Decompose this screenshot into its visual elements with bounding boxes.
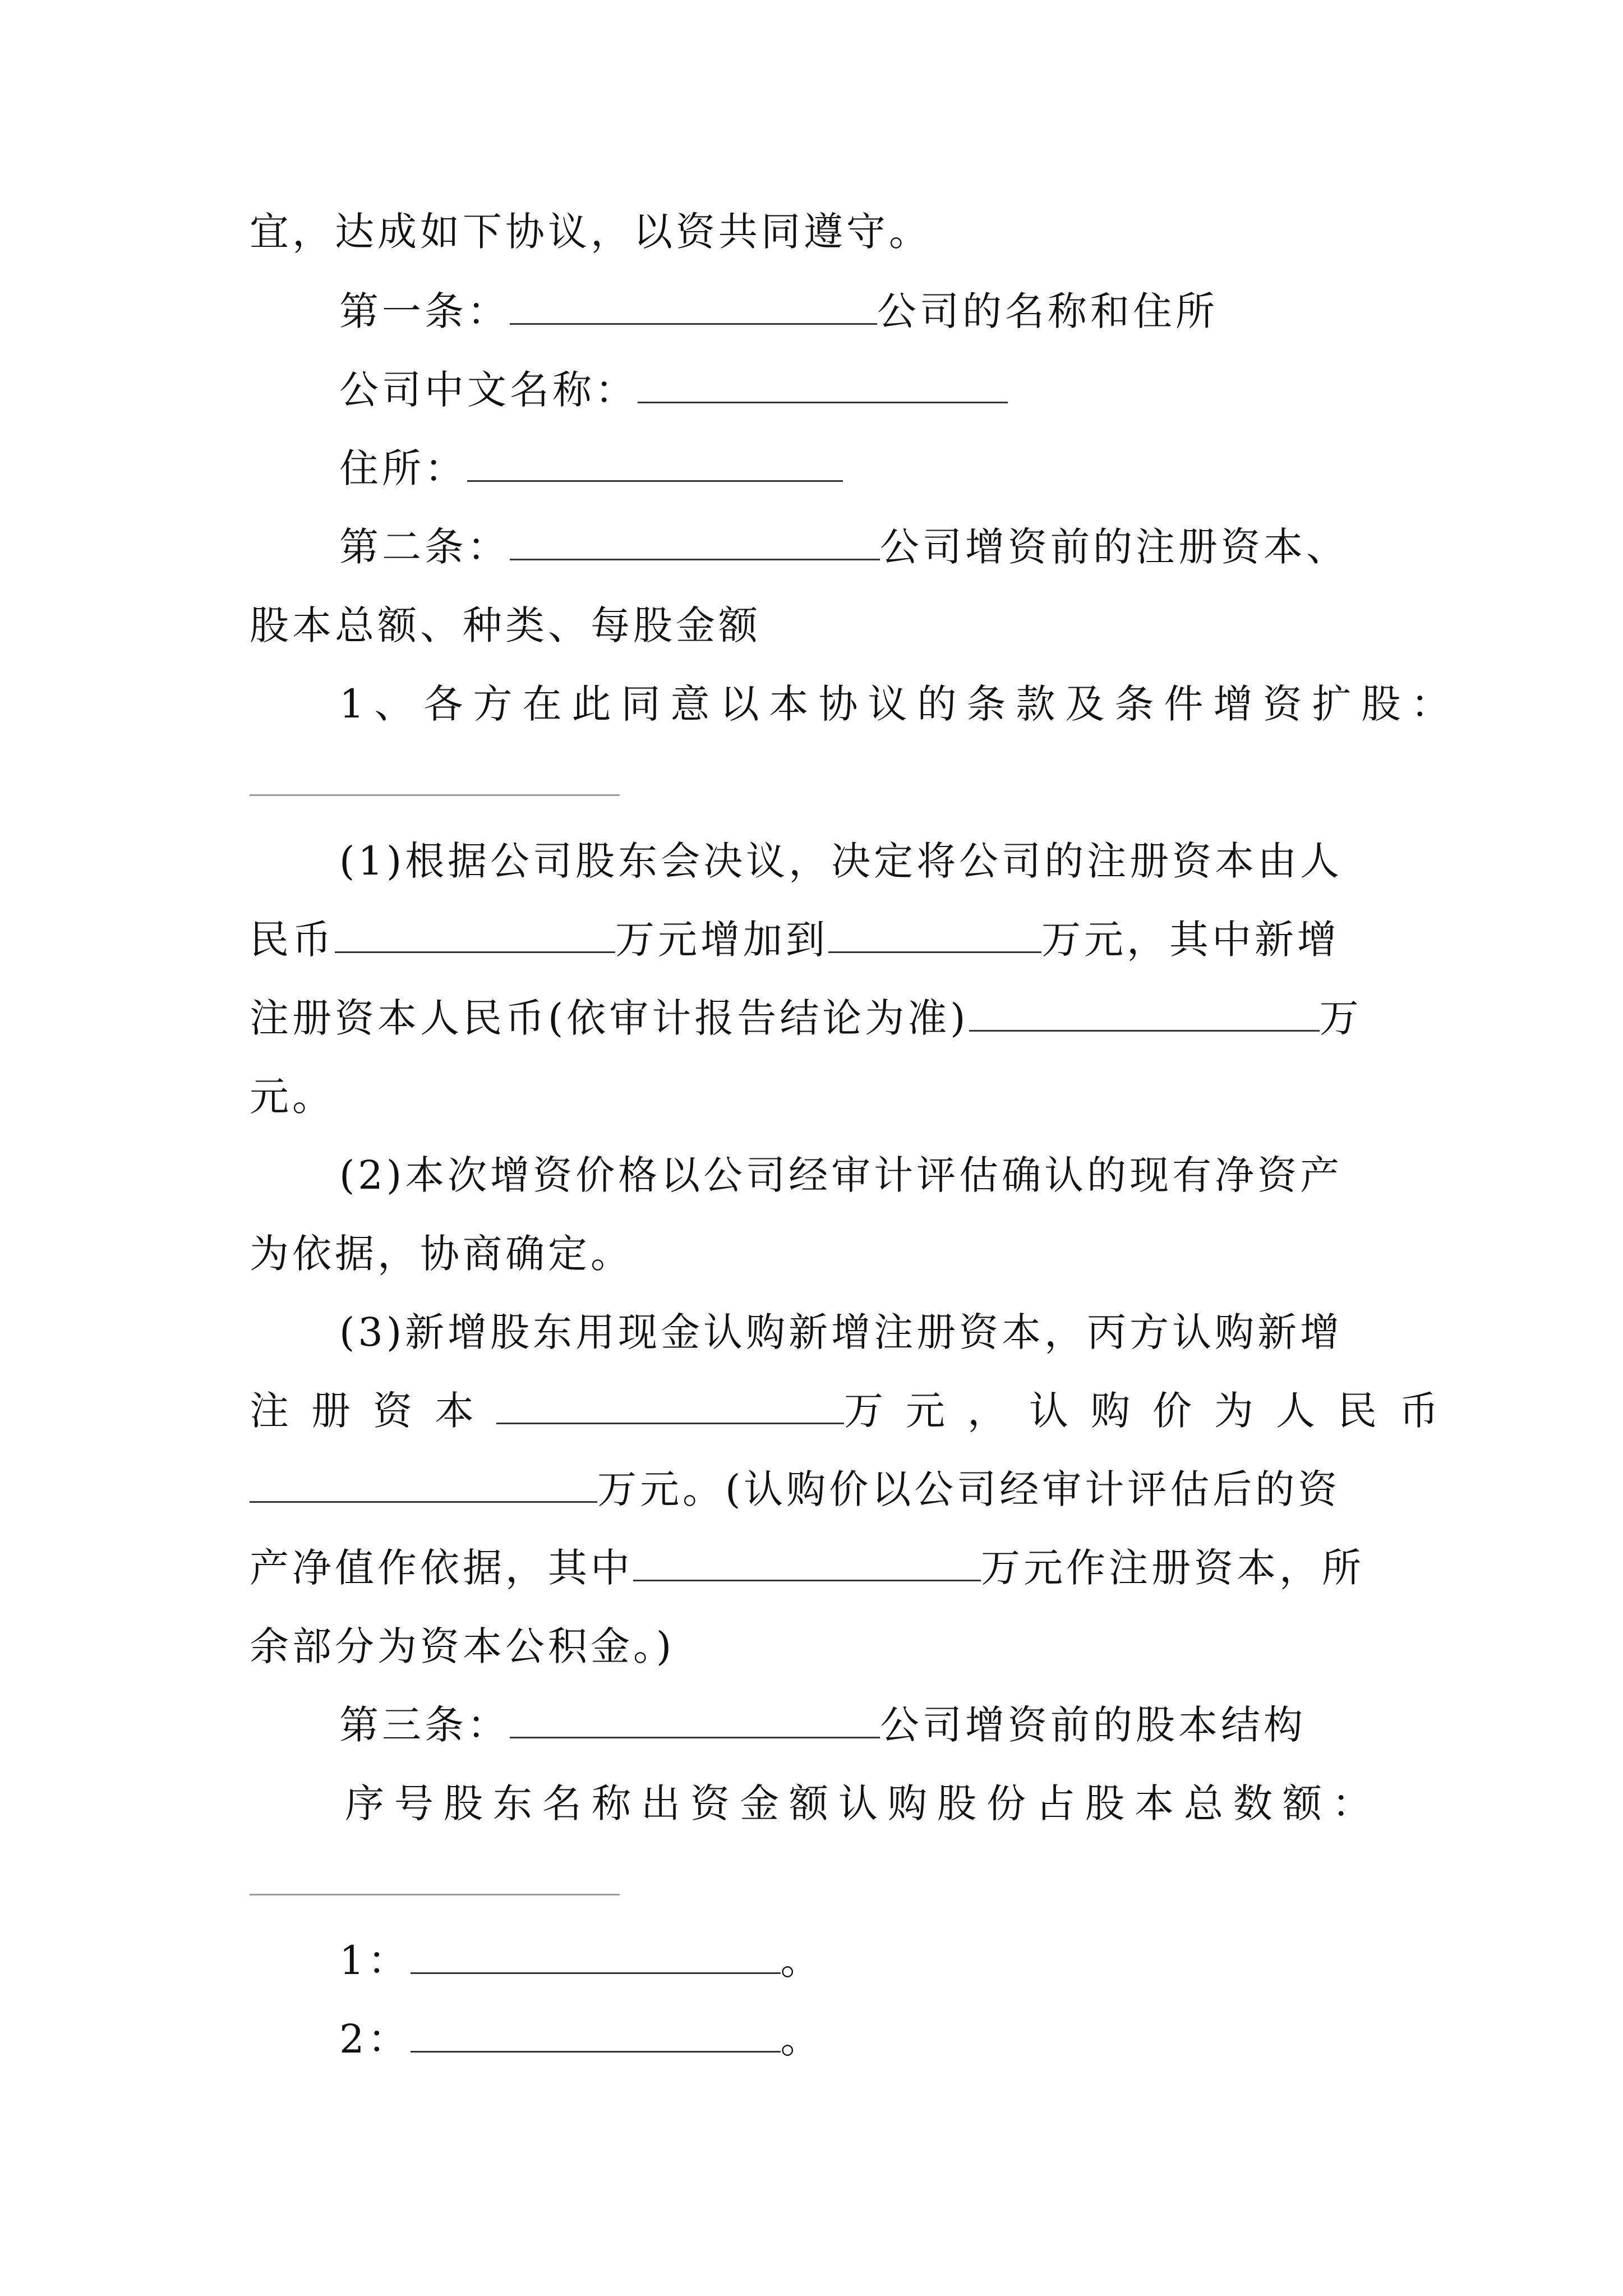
item-2-continuation: 为依据，协商确定。	[250, 1231, 633, 1277]
article-2-title-continuation: 股本总额、种类、每股金额	[250, 602, 761, 648]
wan-label: 万	[1319, 995, 1362, 1041]
shareholder-2-blank	[411, 2018, 781, 2053]
new-capital-blank	[828, 919, 1041, 953]
text-line-1	[250, 206, 932, 257]
shareholder-1-line	[339, 1935, 823, 1986]
item-2-cont-line	[250, 1228, 633, 1279]
share-structure-header: 序号股东名称出资金额认购股份占股本总数额：	[345, 1780, 1381, 1826]
subscribe-capital-blank	[496, 1390, 844, 1424]
item-2-text: (2)本次增资价格以公司经审计评估确认的现有净资产	[339, 1152, 1343, 1198]
address-line	[339, 443, 843, 494]
item-1-registered-line	[250, 993, 1362, 1043]
registered-capital-text: 注册资本	[250, 1388, 496, 1434]
company-name-blank	[638, 369, 1008, 403]
article-2-title-cont	[250, 600, 761, 651]
added-capital-blank	[969, 997, 1320, 1032]
agreement-intro-text: 宜，达成如下协议，以资共同遵守。	[250, 209, 932, 255]
item-1-line	[339, 836, 1343, 886]
registered-capital-label: 注册资本人民币(依审计报告结论为准)	[250, 995, 969, 1041]
share-structure-blank	[250, 1861, 620, 1895]
company-name-line	[339, 365, 1008, 415]
registered-portion-blank	[633, 1547, 981, 1581]
article-1-blank	[510, 291, 877, 325]
new-added-label: 万元，其中新增	[1041, 917, 1340, 963]
article-3-title: 公司增资前的股本结构	[880, 1702, 1306, 1748]
item-3-amount-line	[250, 1386, 1461, 1436]
article-1-label: 第一条：	[339, 288, 510, 334]
article-3-label: 第三条：	[339, 1702, 510, 1748]
item-3-text: (3)新增股东用现金认购新增注册资本，丙方认购新增	[339, 1309, 1343, 1355]
shareholder-2-end: 。	[780, 2016, 823, 2062]
yuan-end-text: 元。	[250, 1074, 335, 1120]
shareholder-2-line	[339, 2014, 823, 2064]
share-structure-blank-line	[250, 1857, 620, 1907]
item-1-amounts-line	[250, 914, 1340, 965]
item-3-line	[339, 1307, 1343, 1358]
article-1-title: 公司的名称和住所	[877, 288, 1218, 334]
subscribe-price-note: 万元。(认购价以公司经审计评估后的资	[597, 1466, 1341, 1512]
capital-reserve-text: 余部分为资本公积金。)	[250, 1623, 675, 1669]
clause-1-line	[339, 679, 1460, 729]
net-assets-basis-text: 产净值作依据，其中	[250, 1545, 633, 1591]
rmb-label: 民币	[250, 917, 335, 963]
share-structure-header-line	[345, 1778, 1381, 1829]
clause-1-blank	[250, 762, 620, 796]
item-3-basis-line	[250, 1543, 1364, 1593]
registered-portion-label: 万元作注册资本，所	[981, 1545, 1364, 1591]
clause-1-blank-line	[250, 757, 620, 808]
article-2-line	[339, 522, 1349, 572]
article-1-line	[339, 286, 1218, 337]
shareholder-1-label: 1：	[339, 1938, 411, 1984]
item-3-end-line	[250, 1621, 675, 1672]
item-3-price-line	[250, 1464, 1340, 1515]
article-2-label: 第二条：	[339, 524, 510, 570]
article-2-blank	[510, 526, 880, 560]
item-1-end-line	[250, 1071, 335, 1122]
article-3-line	[339, 1700, 1306, 1750]
subscribe-price-label: 万元，认购价为人民币	[844, 1388, 1461, 1434]
shareholder-1-end: 。	[780, 1938, 823, 1984]
clause-1-text: 1、各方在此同意以本协议的条款及条件增资扩股：	[339, 681, 1460, 727]
shareholder-2-label: 2：	[339, 2016, 411, 2062]
article-2-title: 公司增资前的注册资本、	[880, 524, 1349, 570]
company-name-label: 公司中文名称：	[339, 367, 638, 413]
article-3-blank	[510, 1704, 880, 1738]
increase-to-label: 万元增加到	[615, 917, 828, 963]
original-capital-blank	[335, 919, 615, 953]
subscribe-price-blank	[250, 1469, 597, 1503]
address-blank	[467, 448, 843, 482]
item-1-text: (1)根据公司股东会决议，决定将公司的注册资本由人	[339, 838, 1343, 884]
item-2-line	[339, 1150, 1343, 1200]
shareholder-1-blank	[411, 1940, 781, 1974]
address-label: 住所：	[339, 445, 467, 491]
